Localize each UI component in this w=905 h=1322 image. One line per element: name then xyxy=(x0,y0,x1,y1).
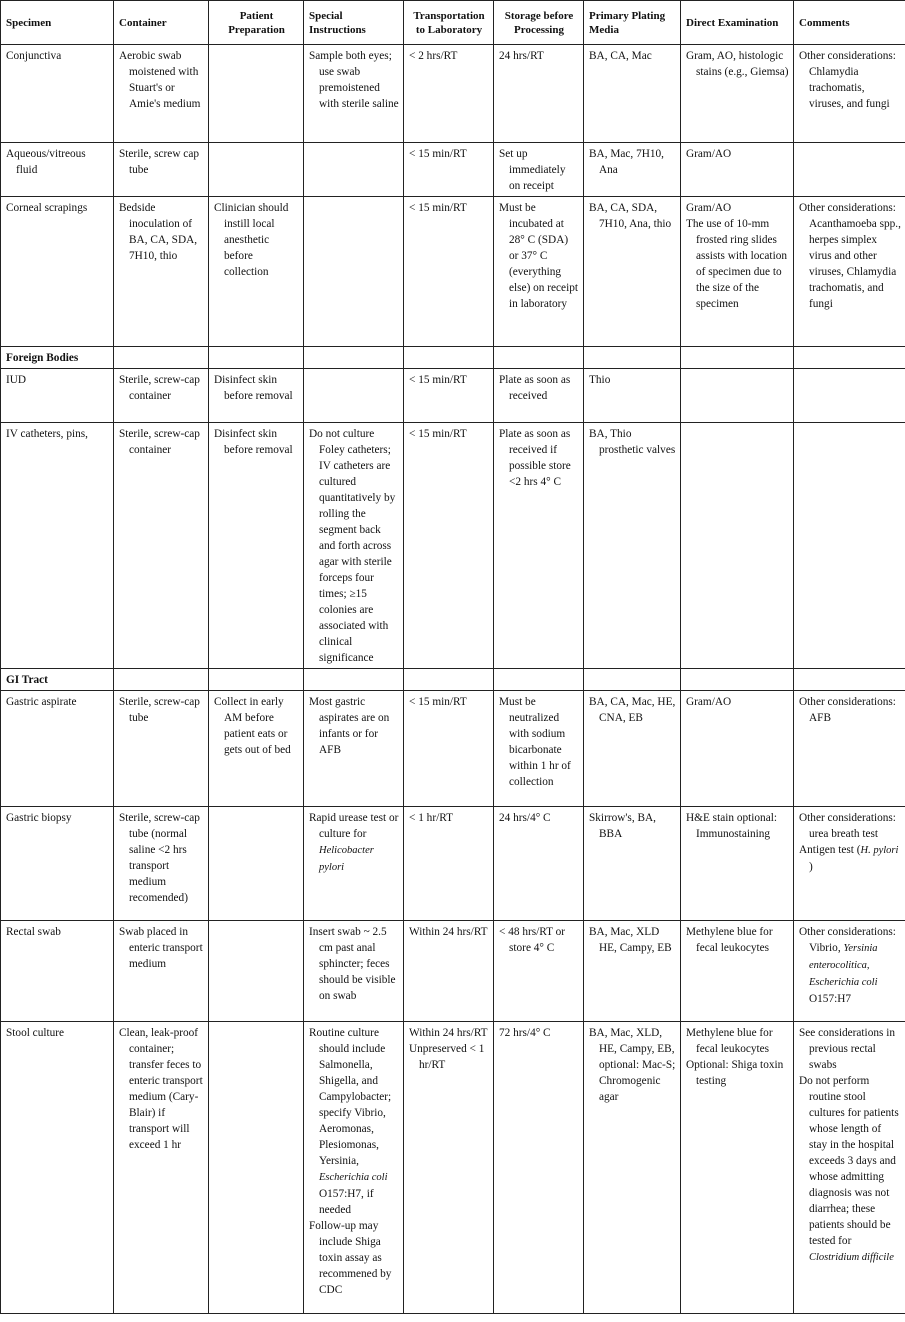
cell-direct-examination xyxy=(681,807,794,921)
cell-text: Gram, AO, histologic stains (e.g., Giemsa) xyxy=(686,50,789,78)
cell-text xyxy=(309,1025,399,1218)
cell-direct-examination xyxy=(681,369,794,423)
cell-comments xyxy=(794,807,905,921)
cell-text: Plate as soon as received xyxy=(499,374,571,402)
cell-text: Gastric aspirate xyxy=(6,696,77,708)
cell-transportation xyxy=(404,423,494,669)
cell-text: Thio xyxy=(589,374,611,386)
cell-text: Set up immediately on receipt xyxy=(499,148,566,192)
text-span: Antigen test ( xyxy=(799,844,861,856)
cell-special-instructions xyxy=(304,807,404,921)
cell-container xyxy=(114,423,209,669)
cell-text: Insert swab ~ 2.5 cm past anal sphincter; feces should be visible on swab xyxy=(309,926,396,1002)
cell-text: Gastric biopsy xyxy=(6,812,72,824)
cell-transportation xyxy=(404,197,494,347)
cell-specimen xyxy=(1,369,114,423)
cell-text: Sterile, screw-cap tube (normal saline <2 hrs transport medium recomended) xyxy=(119,812,200,904)
empty-cell xyxy=(584,347,681,369)
cell-text: < 48 hrs/RT or store 4° C xyxy=(499,926,566,954)
header-storage: Storage before Processing xyxy=(494,1,584,45)
table-row xyxy=(1,45,905,143)
cell-text: Unpreserved < 1 hr/RT xyxy=(409,1043,485,1071)
cell-transportation xyxy=(404,691,494,807)
cell-plating-media xyxy=(584,369,681,423)
cell-transportation xyxy=(404,1022,494,1314)
cell-container xyxy=(114,197,209,347)
cell-specimen xyxy=(1,423,114,669)
cell-text: Disinfect skin before removal xyxy=(214,428,293,456)
cell-text: BA, Mac, 7H10, Ana xyxy=(589,148,664,176)
table-row xyxy=(1,143,905,197)
cell-direct-examination xyxy=(681,143,794,197)
cell-comments xyxy=(794,197,905,347)
cell-special-instructions xyxy=(304,197,404,347)
section-row xyxy=(1,347,905,369)
cell-text: 24 hrs/RT xyxy=(499,50,544,62)
cell-storage xyxy=(494,1022,584,1314)
cell-container xyxy=(114,691,209,807)
cell-special-instructions xyxy=(304,691,404,807)
cell-specimen xyxy=(1,143,114,197)
cell-text: Within 24 hrs/RT xyxy=(409,1027,488,1039)
cell-text: BA, CA, Mac xyxy=(589,50,652,62)
section-heading: GI Tract xyxy=(1,669,114,691)
italic-text: H. pylori xyxy=(860,845,899,856)
cell-special-instructions xyxy=(304,1022,404,1314)
cell-text: BA, CA, Mac, HE, CNA, EB xyxy=(589,696,676,724)
cell-text: The use of 10-mm frosted ring slides assists with location of specimen due to the size of the specimen xyxy=(686,218,787,310)
cell-text: < 15 min/RT xyxy=(409,696,467,708)
text-span: Follow-up may include Shiga toxin assay as recommened by CDC xyxy=(309,1220,392,1296)
cell-special-instructions xyxy=(304,45,404,143)
cell-text: Other considerations: AFB xyxy=(799,696,896,724)
cell-specimen xyxy=(1,45,114,143)
cell-storage xyxy=(494,369,584,423)
cell-storage xyxy=(494,197,584,347)
cell-plating-media xyxy=(584,691,681,807)
empty-cell xyxy=(494,669,584,691)
cell-plating-media xyxy=(584,143,681,197)
cell-text: < 15 min/RT xyxy=(409,374,467,386)
cell-patient-preparation xyxy=(209,423,304,669)
cell-text: Sterile, screw-cap container xyxy=(119,374,200,402)
text-span: O157:H7 xyxy=(809,993,852,1005)
section-row xyxy=(1,669,905,691)
cell-patient-preparation xyxy=(209,143,304,197)
cell-text: Gram/AO xyxy=(686,148,732,160)
cell-direct-examination xyxy=(681,921,794,1022)
cell-transportation xyxy=(404,45,494,143)
table-row xyxy=(1,197,905,347)
table-row xyxy=(1,921,905,1022)
cell-container xyxy=(114,921,209,1022)
text-span: Other considerations: urea breath test xyxy=(799,812,896,840)
cell-text: Sterile, screw cap tube xyxy=(119,148,199,176)
table-row xyxy=(1,691,905,807)
header-row xyxy=(1,1,905,45)
empty-cell xyxy=(404,347,494,369)
cell-text: Rectal swab xyxy=(6,926,61,938)
cell-text xyxy=(309,810,399,876)
empty-cell xyxy=(209,669,304,691)
cell-specimen xyxy=(1,1022,114,1314)
cell-comments xyxy=(794,369,905,423)
cell-text: Gram/AO xyxy=(686,202,732,214)
cell-storage xyxy=(494,423,584,669)
header-container: Container xyxy=(114,1,209,45)
cell-transportation xyxy=(404,807,494,921)
cell-text: Collect in early AM before patient eats or gets out of bed xyxy=(214,696,291,756)
cell-text: Disinfect skin before removal xyxy=(214,374,293,402)
italic-text: Yersinia enterocolitica, Escherichia coli xyxy=(809,943,878,988)
cell-text: < 2 hrs/RT xyxy=(409,50,458,62)
empty-cell xyxy=(304,669,404,691)
cell-text: Clinician should instill local anesthetic before collection xyxy=(214,202,289,278)
cell-text: Methylene blue for fecal leukocytes xyxy=(686,926,773,954)
cell-transportation xyxy=(404,921,494,1022)
text-span: Do not perform routine stool cultures for patients whose length of stay in the hospital exceeds 3 days and whose admitting diagnosis was not diarrhea; these patients should be tested for xyxy=(799,1075,899,1247)
text-span: O157:H7, if needed xyxy=(319,1188,374,1216)
header-comments: Comments xyxy=(794,1,905,45)
cell-specimen xyxy=(1,197,114,347)
cell-text: BA, Thio prosthetic valves xyxy=(589,428,676,456)
text-span: See considerations in previous rectal swabs xyxy=(799,1027,896,1071)
empty-cell xyxy=(209,347,304,369)
section-heading: Foreign Bodies xyxy=(1,347,114,369)
cell-comments xyxy=(794,1022,905,1314)
empty-cell xyxy=(114,669,209,691)
cell-text: < 15 min/RT xyxy=(409,428,467,440)
cell-plating-media xyxy=(584,921,681,1022)
cell-comments xyxy=(794,143,905,197)
cell-comments xyxy=(794,423,905,669)
text-span: Other considerations: Vibrio, xyxy=(799,926,896,954)
cell-text: IV catheters, pins, xyxy=(6,428,88,440)
cell-text: Other considerations: Acanthamoeba spp., herpes simplex virus and other viruses, Chlamydia trachomatis, and fungi xyxy=(799,202,901,310)
table-row xyxy=(1,423,905,669)
cell-text: BA, CA, SDA, 7H10, Ana, thio xyxy=(589,202,672,230)
cell-storage xyxy=(494,691,584,807)
cell-text: H&E stain optional: Immunostaining xyxy=(686,812,777,840)
cell-text: Sample both eyes; use swab premoistened with sterile saline xyxy=(309,50,399,110)
cell-text: Methylene blue for fecal leukocytes xyxy=(686,1027,773,1055)
cell-text: Skirrow's, BA, BBA xyxy=(589,812,656,840)
cell-text: Corneal scrapings xyxy=(6,202,88,214)
cell-text: Stool culture xyxy=(6,1027,65,1039)
cell-direct-examination xyxy=(681,691,794,807)
cell-text: Conjunctiva xyxy=(6,50,62,62)
cell-text: 24 hrs/4° C xyxy=(499,812,551,824)
cell-container xyxy=(114,1022,209,1314)
empty-cell xyxy=(794,669,905,691)
cell-patient-preparation xyxy=(209,807,304,921)
cell-patient-preparation xyxy=(209,691,304,807)
cell-text: < 15 min/RT xyxy=(409,148,467,160)
cell-direct-examination xyxy=(681,45,794,143)
cell-text: BA, Mac, XLD, HE, Campy, EB, optional: Mac-S; Chromogenic agar xyxy=(589,1027,676,1103)
empty-cell xyxy=(304,347,404,369)
header-direct-examination: Direct Examination xyxy=(681,1,794,45)
empty-cell xyxy=(404,669,494,691)
empty-cell xyxy=(681,669,794,691)
cell-patient-preparation xyxy=(209,1022,304,1314)
cell-patient-preparation xyxy=(209,921,304,1022)
cell-comments xyxy=(794,45,905,143)
table-row xyxy=(1,1022,905,1314)
cell-text: Other considerations: Chlamydia trachomatis, viruses, and fungi xyxy=(799,50,896,110)
cell-transportation xyxy=(404,143,494,197)
header-patient-preparation: Patient Preparation xyxy=(209,1,304,45)
cell-text: Optional: Shiga toxin testing xyxy=(686,1059,784,1087)
cell-specimen xyxy=(1,691,114,807)
cell-text: Bedside inoculation of BA, CA, SDA, 7H10, thio xyxy=(119,202,198,262)
cell-storage xyxy=(494,143,584,197)
cell-comments xyxy=(794,921,905,1022)
italic-text: Clostridium difficile xyxy=(809,1252,894,1263)
cell-text: Aqueous/vitreous fluid xyxy=(6,148,86,176)
cell-specimen xyxy=(1,807,114,921)
cell-storage xyxy=(494,921,584,1022)
cell-text: Swab placed in enteric transport medium xyxy=(119,926,203,970)
italic-text: Helicobacter pylori xyxy=(319,845,374,873)
cell-text xyxy=(799,1025,901,1073)
cell-storage xyxy=(494,807,584,921)
empty-cell xyxy=(584,669,681,691)
cell-direct-examination xyxy=(681,1022,794,1314)
empty-cell xyxy=(681,347,794,369)
empty-cell xyxy=(114,347,209,369)
cell-specimen xyxy=(1,921,114,1022)
italic-text: Escherichia coli xyxy=(319,1172,388,1183)
cell-transportation xyxy=(404,369,494,423)
cell-text: Plate as soon as received if possible store <2 hrs 4° C xyxy=(499,428,571,488)
cell-text: 72 hrs/4° C xyxy=(499,1027,551,1039)
cell-patient-preparation xyxy=(209,369,304,423)
header-plating-media: Primary Plating Media xyxy=(584,1,681,45)
cell-text: Must be neutralized with sodium bicarbonate within 1 hr of collection xyxy=(499,696,571,788)
table-row xyxy=(1,369,905,423)
cell-text: Must be incubated at 28° C (SDA) or 37° C (everything else) on receipt in laboratory xyxy=(499,202,579,310)
cell-container xyxy=(114,369,209,423)
cell-special-instructions xyxy=(304,143,404,197)
text-span: ) xyxy=(809,861,813,873)
cell-patient-preparation xyxy=(209,45,304,143)
text-span: Rapid urease test or culture for xyxy=(309,812,399,840)
cell-direct-examination xyxy=(681,197,794,347)
header-transportation: Transportation to Laboratory xyxy=(404,1,494,45)
text-span: Routine culture should include Salmonella, Shigella, and Campylobacter; specify Vibrio, Aeromonas, Plesiomonas, Yersinia, xyxy=(309,1027,392,1167)
cell-special-instructions xyxy=(304,423,404,669)
cell-text: Gram/AO xyxy=(686,696,732,708)
cell-text: Sterile, screw-cap container xyxy=(119,428,200,456)
cell-text xyxy=(799,810,901,842)
cell-text: < 1 hr/RT xyxy=(409,812,453,824)
cell-text: Within 24 hrs/RT xyxy=(409,926,488,938)
cell-plating-media xyxy=(584,807,681,921)
cell-text: IUD xyxy=(6,374,27,386)
cell-container xyxy=(114,45,209,143)
cell-comments xyxy=(794,691,905,807)
table-row xyxy=(1,807,905,921)
header-special-instructions: Special Instructions xyxy=(304,1,404,45)
empty-cell xyxy=(494,347,584,369)
cell-text: Aerobic swab moistened with Stuart's or Amie's medium xyxy=(119,50,201,110)
cell-patient-preparation xyxy=(209,197,304,347)
cell-direct-examination xyxy=(681,423,794,669)
cell-text: Sterile, screw-cap tube xyxy=(119,696,200,724)
cell-container xyxy=(114,807,209,921)
header-specimen: Specimen xyxy=(1,1,114,45)
empty-cell xyxy=(794,347,905,369)
cell-text xyxy=(799,1073,901,1266)
cell-text: Clean, leak-proof container; transfer feces to enteric transport medium (Cary-Blair) if transport will exceed 1 hr xyxy=(119,1027,203,1151)
cell-storage xyxy=(494,45,584,143)
cell-text: BA, Mac, XLD HE, Campy, EB xyxy=(589,926,672,954)
cell-text xyxy=(799,924,901,1007)
cell-text: Do not culture Foley catheters; IV catheters are cultured quantitatively by rolling the segment back and forth across agar with sterile forceps four times; ≥15 colonies are associated with clinical significance xyxy=(309,428,396,664)
cell-plating-media xyxy=(584,45,681,143)
cell-special-instructions xyxy=(304,369,404,423)
cell-text xyxy=(309,1218,399,1298)
cell-plating-media xyxy=(584,423,681,669)
cell-plating-media xyxy=(584,1022,681,1314)
cell-container xyxy=(114,143,209,197)
cell-plating-media xyxy=(584,197,681,347)
cell-special-instructions xyxy=(304,921,404,1022)
cell-text: < 15 min/RT xyxy=(409,202,467,214)
cell-text: Most gastric aspirates are on infants or for AFB xyxy=(309,696,390,756)
cell-text xyxy=(799,842,901,875)
